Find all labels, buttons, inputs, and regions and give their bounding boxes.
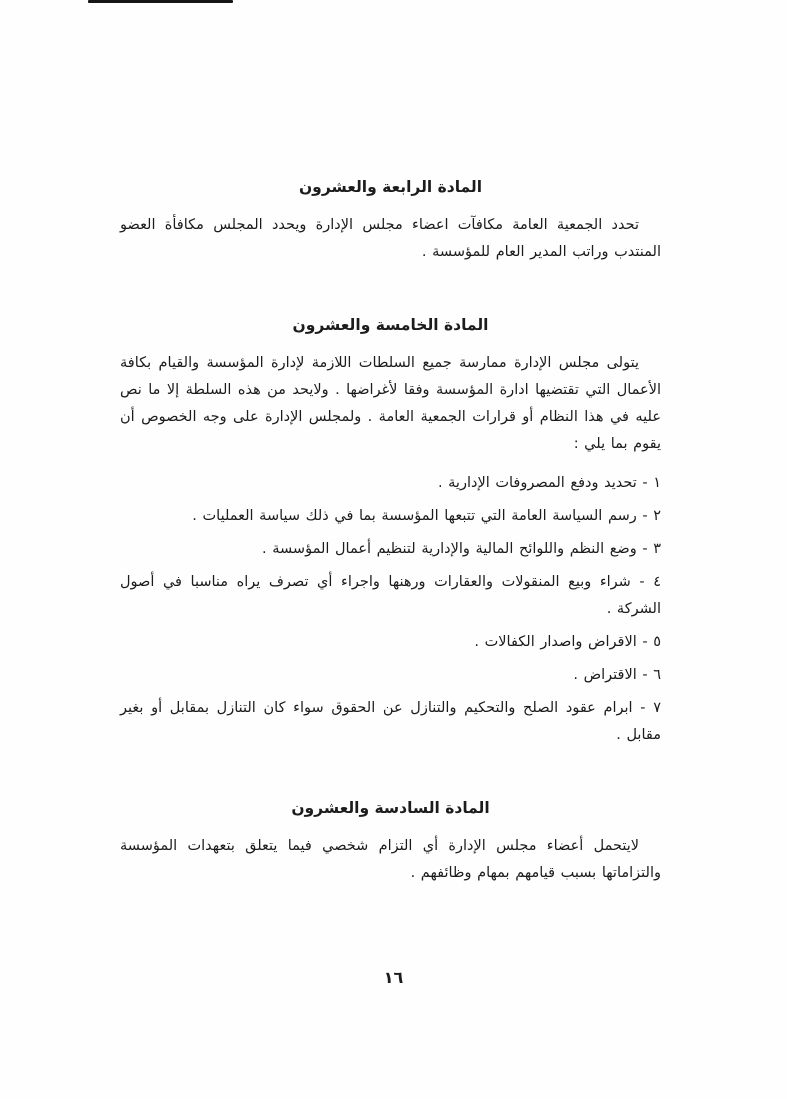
article-title: المادة الرابعة والعشرون — [298, 178, 483, 196]
list-item: ٢ - رسم السياسة العامة التي تتبعها المؤسسة بما في ذلك سياسة العمليات . — [192, 508, 661, 524]
article-title: المادة الخامسة والعشرون — [292, 316, 489, 334]
list-item: ٣ - وضع النظم واللوائح المالية والإدارية لتنظيم أعمال المؤسسة . — [262, 541, 661, 557]
article-body: يتولى مجلس الإدارة ممارسة جميع السلطات اللازمة لإدارة المؤسسة والقيام بكافة الأعمال التي تقتضيها ادارة المؤسسة وفقا لأغراضها . ولايحد من هذه السلطة إلا ما نص عليه في هذا النظام أو قرارات الجمعية العامة . ولمجلس الإدارة على وجه الخصوص أن يقوم بما يلي : — [120, 355, 661, 452]
list-item: ١ - تحديد ودفع المصروفات الإدارية . — [437, 475, 661, 491]
article-title: المادة السادسة والعشرون — [291, 799, 490, 817]
article-body: تحدد الجمعية العامة مكافآت اعضاء مجلس الإدارة ويحدد المجلس مكافأة العضو المنتدب وراتب المدير العام للمؤسسة . — [120, 217, 661, 260]
scan-edge-artifact — [88, 0, 233, 3]
list-item: ٥ - الاقراض واصدار الكفالات . — [474, 634, 661, 650]
list-item: ٤ - شراء وبيع المنقولات والعقارات ورهنها واجراء أي تصرف يراه مناسبا في أصول الشركة . — [120, 574, 661, 617]
article-twenty-six — [120, 799, 661, 887]
article-twenty-five — [120, 316, 661, 749]
article-item-list — [120, 470, 661, 749]
article-body: لايتحمل أعضاء مجلس الإدارة أي التزام شخصي فيما يتعلق بتعهدات المؤسسة والتزاماتها بسبب قيامهم بمهام وظائفهم . — [120, 838, 661, 881]
list-item: ٦ - الاقتراض . — [573, 667, 661, 683]
page-number: ١٦ — [383, 968, 404, 987]
list-item: ٧ - ابرام عقود الصلح والتحكيم والتنازل عن الحقوق سواء كان التنازل بمقابل أو بغير مقابل . — [120, 700, 661, 743]
article-twenty-four — [120, 178, 661, 266]
